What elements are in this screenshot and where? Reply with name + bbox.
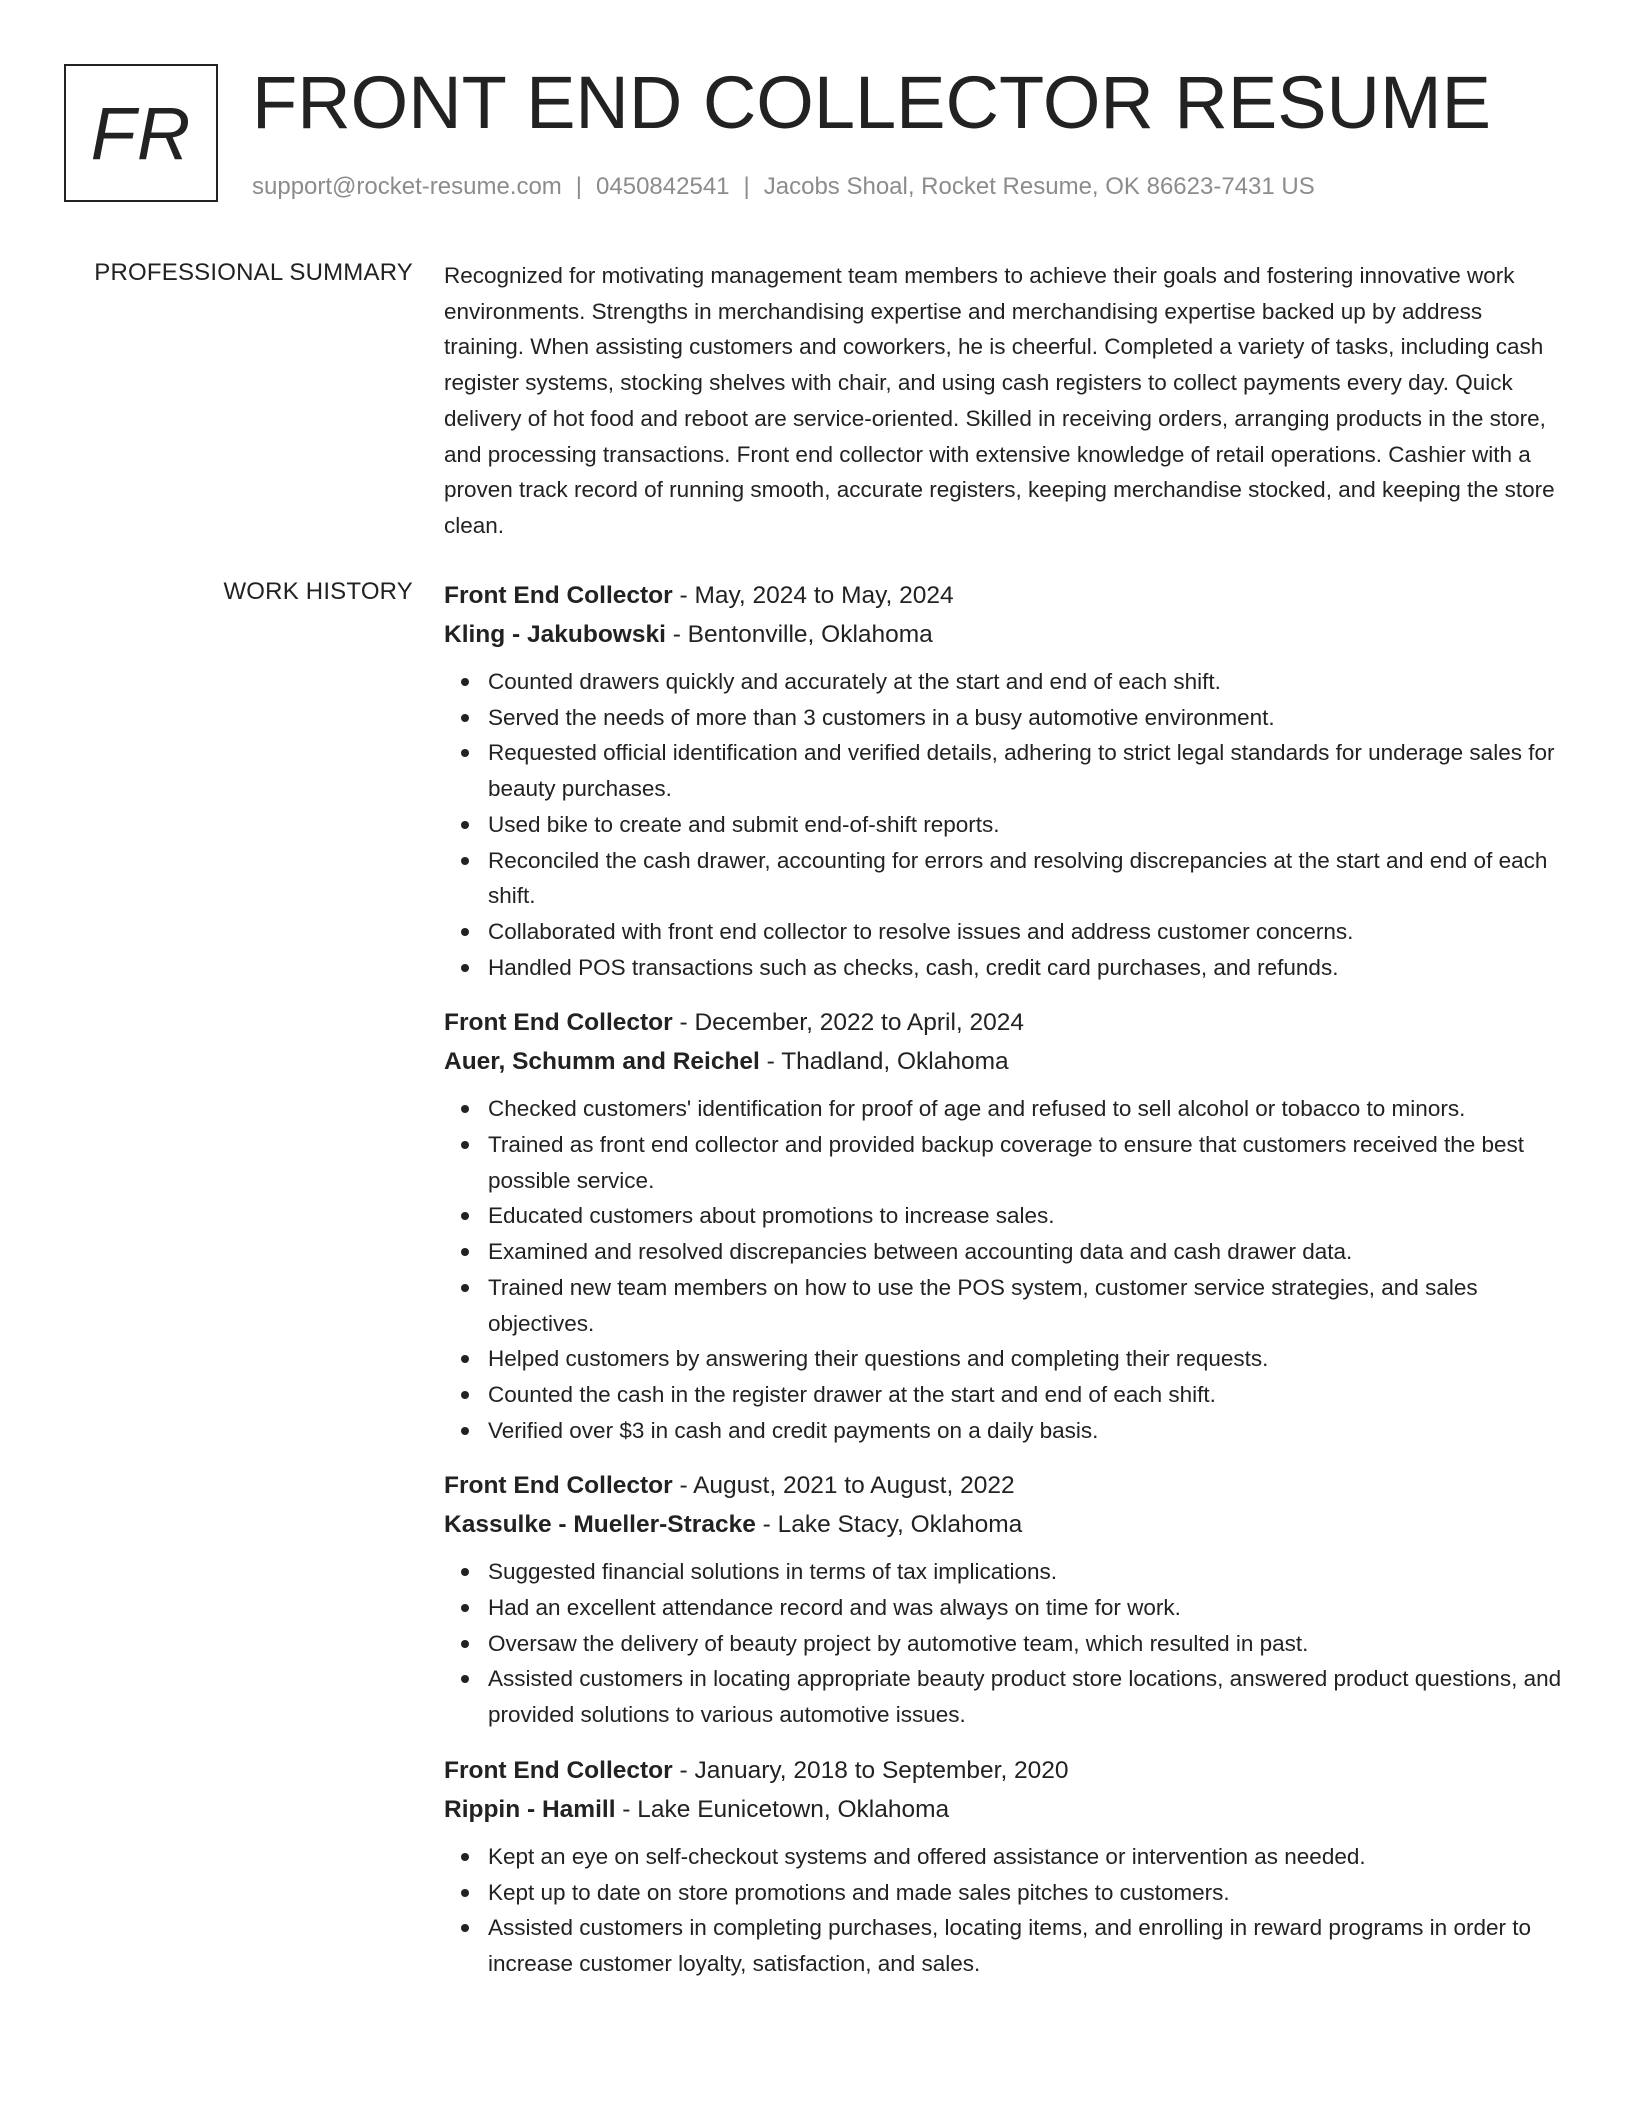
job-bullet-text: Trained as front end collector and provided backup coverage to ensure that customers received the best possible service. bbox=[488, 1132, 1525, 1193]
job-bullet-text: Checked customers' identification for proof of age and refused to sell alcohol or tobacco to minors. bbox=[488, 1096, 1466, 1122]
job-company: Auer, Schumm and Reichel bbox=[444, 1048, 760, 1076]
job-bullet-text: Counted drawers quickly and accurately at the start and end of each shift. bbox=[488, 669, 1221, 694]
job-bullet-list bbox=[444, 1554, 1568, 1733]
job-bullet-text: Helped customers by answering their questions and completing their requests. bbox=[488, 1346, 1269, 1372]
job-bullet-text: Trained new team members on how to use the POS system, customer service strategies, and sales objectives. bbox=[488, 1274, 1478, 1336]
job-location: - Thadland, Oklahoma bbox=[759, 1048, 1009, 1076]
job-title-line bbox=[444, 1466, 1568, 1505]
job-bullet bbox=[444, 1127, 1568, 1198]
bullet-dot-icon bbox=[461, 714, 469, 722]
job-bullet-text: Reconciled the cash drawer, accounting for errors and resolving discrepancies at the start and end of each shift. bbox=[488, 847, 1548, 909]
bullet-dot-icon bbox=[461, 928, 469, 936]
bullet-dot-icon bbox=[461, 1924, 469, 1932]
job-company: Rippin - Hamill bbox=[444, 1795, 616, 1823]
job-bullet-text: Assisted customers in completing purchases, locating items, and enrolling in reward programs in order to increase customer loyalty, satisfaction, and sales. bbox=[488, 1915, 1531, 1976]
job-location: - Lake Eunicetown, Oklahoma bbox=[615, 1795, 950, 1823]
job-bullet bbox=[444, 664, 1568, 700]
bullet-dot-icon bbox=[461, 1212, 469, 1220]
bullet-dot-icon bbox=[461, 678, 469, 686]
job-entry bbox=[444, 1003, 1568, 1448]
job-title-line bbox=[444, 1003, 1568, 1042]
contact-address: Jacobs Shoal, Rocket Resume, OK 86623-7431 US bbox=[763, 173, 1315, 200]
job-bullet-text: Handled POS transactions such as checks, cash, credit card purchases, and refunds. bbox=[488, 954, 1339, 980]
job-bullet bbox=[444, 1554, 1568, 1590]
bullet-dot-icon bbox=[461, 1284, 469, 1292]
job-bullet bbox=[444, 1270, 1568, 1341]
job-bullet-list bbox=[444, 1091, 1568, 1448]
bullet-dot-icon bbox=[461, 1141, 469, 1149]
job-bullet bbox=[444, 1590, 1568, 1626]
section-label-summary: PROFESSIONAL SUMMARY bbox=[94, 259, 413, 286]
job-bullet bbox=[444, 950, 1568, 986]
job-bullet-text: Verified over $3 in cash and credit payments on a daily basis. bbox=[488, 1417, 1099, 1443]
job-company: Kling - Jakubowski bbox=[444, 621, 666, 648]
job-bullet bbox=[444, 1377, 1568, 1413]
job-bullet bbox=[444, 700, 1568, 736]
job-bullet-text: Suggested financial solutions in terms of tax implications. bbox=[488, 1559, 1058, 1585]
contact-phone: 0450842541 bbox=[596, 173, 730, 200]
job-bullet-text: Educated customers about promotions to increase sales. bbox=[488, 1203, 1055, 1229]
job-bullet bbox=[444, 1839, 1568, 1875]
bullet-dot-icon bbox=[461, 1604, 469, 1612]
bullet-dot-icon bbox=[461, 749, 469, 757]
monogram-logo: FR bbox=[64, 64, 218, 202]
job-bullet-list bbox=[444, 664, 1568, 985]
job-bullet bbox=[444, 1875, 1568, 1911]
job-bullet bbox=[444, 1341, 1568, 1377]
job-bullet bbox=[444, 1091, 1568, 1127]
contact-separator: | bbox=[575, 173, 583, 200]
job-bullet bbox=[444, 1234, 1568, 1270]
job-bullet-text: Collaborated with front end collector to resolve issues and address customer concerns. bbox=[488, 918, 1354, 944]
job-title-line bbox=[444, 1751, 1568, 1790]
job-bullet-text: Had an excellent attendance record and was always on time for work. bbox=[488, 1595, 1181, 1621]
job-bullet-text: Kept an eye on self-checkout systems and offered assistance or intervention as needed. bbox=[488, 1843, 1366, 1869]
job-dates: - December, 2022 to April, 2024 bbox=[672, 1009, 1025, 1037]
job-bullet-text: Kept up to date on store promotions and made sales pitches to customers. bbox=[488, 1879, 1230, 1905]
job-location: - Lake Stacy, Oklahoma bbox=[755, 1511, 1023, 1539]
job-title: Front End Collector bbox=[444, 1756, 673, 1784]
bullet-dot-icon bbox=[461, 821, 469, 829]
job-bullet bbox=[444, 1910, 1568, 1981]
contact-email: support@rocket-resume.com bbox=[252, 173, 562, 200]
job-dates: - January, 2018 to September, 2020 bbox=[672, 1756, 1069, 1784]
bullet-dot-icon bbox=[461, 964, 469, 972]
job-bullet bbox=[444, 1413, 1568, 1449]
job-company-line bbox=[444, 1042, 1568, 1081]
bullet-dot-icon bbox=[461, 1675, 469, 1683]
contact-line bbox=[252, 172, 1315, 202]
job-entry bbox=[444, 1466, 1568, 1733]
job-entry bbox=[444, 1751, 1568, 1982]
job-company-line bbox=[444, 1505, 1568, 1544]
bullet-dot-icon bbox=[461, 1427, 469, 1435]
bullet-dot-icon bbox=[461, 1355, 469, 1363]
job-title-line bbox=[444, 576, 1568, 615]
job-company-line bbox=[444, 1790, 1568, 1829]
job-bullet-text: Assisted customers in locating appropriate beauty product store locations, answered product questions, and provided solutions to various automotive issues. bbox=[488, 1666, 1562, 1728]
job-title: Front End Collector bbox=[444, 1009, 673, 1037]
job-bullet bbox=[444, 807, 1568, 843]
job-bullet bbox=[444, 843, 1568, 914]
job-bullet-text: Counted the cash in the register drawer at the start and end of each shift. bbox=[488, 1381, 1216, 1407]
section-label-work-history: WORK HISTORY bbox=[223, 578, 413, 605]
work-history-list bbox=[444, 576, 1568, 2000]
bullet-dot-icon bbox=[461, 1853, 469, 1861]
job-bullet bbox=[444, 1626, 1568, 1662]
job-bullet-text: Served the needs of more than 3 customers in a busy automotive environment. bbox=[488, 704, 1275, 730]
job-bullet-text: Oversaw the delivery of beauty project by automotive team, which resulted in past. bbox=[488, 1630, 1309, 1656]
bullet-dot-icon bbox=[461, 1248, 469, 1256]
job-bullet-text: Used bike to create and submit end-of-shift reports. bbox=[488, 811, 1000, 837]
job-bullet bbox=[444, 1198, 1568, 1234]
bullet-dot-icon bbox=[461, 857, 469, 865]
bullet-dot-icon bbox=[461, 1640, 469, 1648]
job-location: - Bentonville, Oklahoma bbox=[665, 621, 933, 648]
bullet-dot-icon bbox=[461, 1568, 469, 1576]
job-company: Kassulke - Mueller-Stracke bbox=[444, 1511, 756, 1539]
job-entry bbox=[444, 576, 1568, 985]
bullet-dot-icon bbox=[461, 1391, 469, 1399]
job-bullet bbox=[444, 735, 1568, 806]
job-dates: - May, 2024 to May, 2024 bbox=[672, 582, 954, 609]
job-bullet-list bbox=[444, 1839, 1568, 1982]
job-title: Front End Collector bbox=[444, 1472, 673, 1500]
job-bullet bbox=[444, 914, 1568, 950]
job-dates: - August, 2021 to August, 2022 bbox=[672, 1472, 1015, 1500]
job-bullet-text: Requested official identification and verified details, adhering to strict legal standards for underage sales for beauty purchases. bbox=[488, 740, 1555, 802]
resume-title: FRONT END COLLECTOR RESUME bbox=[252, 61, 1491, 144]
resume-header bbox=[64, 61, 1584, 214]
job-company-line bbox=[444, 615, 1568, 654]
bullet-dot-icon bbox=[461, 1105, 469, 1113]
summary-text: Recognized for motivating management team members to achieve their goals and fostering innovative work environments. Strengths in merchandising expertise and merchandising expertise backed up by address training. When assisting customers and coworkers, he is cheerful. Completed a variety of tasks, including cash register systems, stocking shelves with chair, and using cash registers to collect payments every day. Quick delivery of hot food and reboot are service-oriented. Skilled in receiving orders, arranging products in the store, and processing transactions. Front end collector with extensive knowledge of retail operations. Cashier with a proven track record of running smooth, accurate registers, keeping merchandise stocked, and keeping the store clean. bbox=[444, 263, 1555, 538]
contact-separator: | bbox=[743, 173, 750, 200]
job-title: Front End Collector bbox=[444, 582, 673, 609]
job-bullet-text: Examined and resolved discrepancies between accounting data and cash drawer data. bbox=[488, 1239, 1353, 1265]
bullet-dot-icon bbox=[461, 1889, 469, 1897]
job-bullet bbox=[444, 1661, 1568, 1732]
